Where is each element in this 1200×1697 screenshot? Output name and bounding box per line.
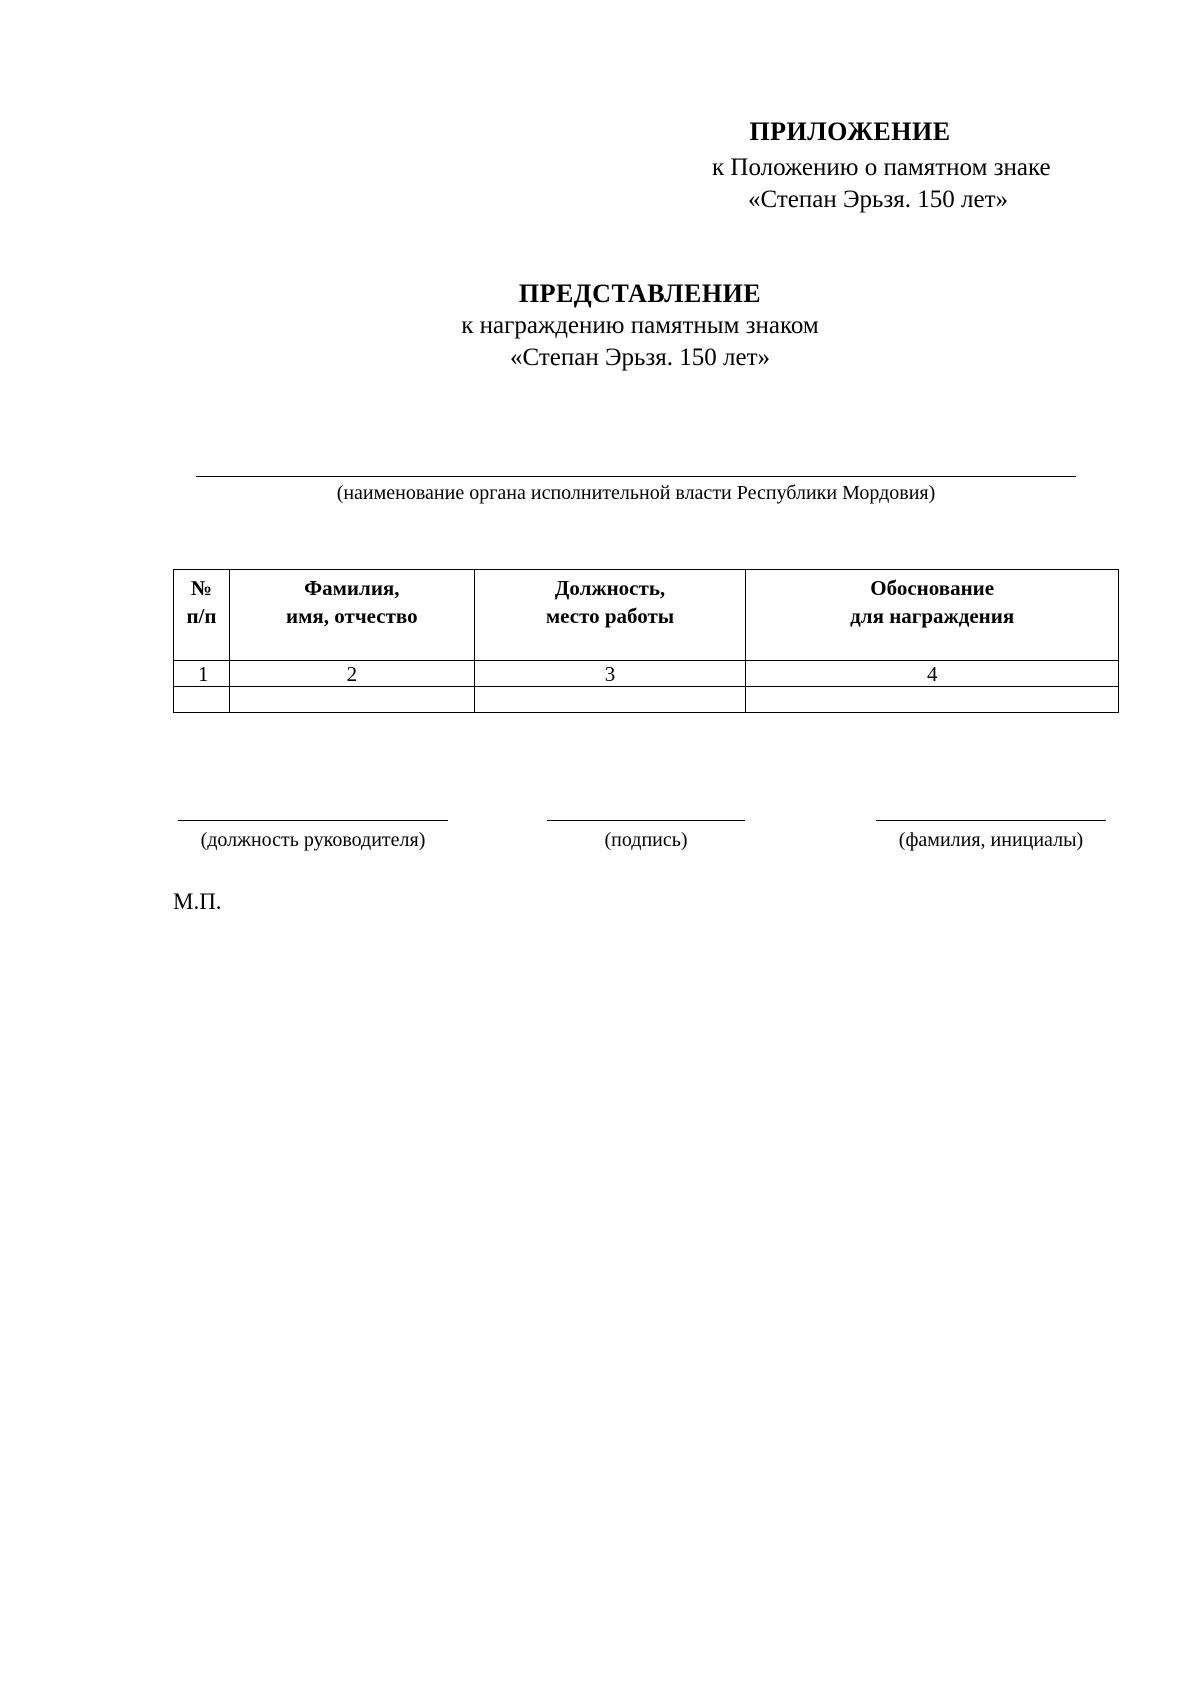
signature-name-line xyxy=(876,820,1106,821)
numbering-cell: 1 xyxy=(174,661,230,687)
header-justification-line-1: Обоснование xyxy=(870,576,995,600)
signature-position-block xyxy=(178,820,448,853)
document-heading xyxy=(300,278,980,374)
signature-name-block xyxy=(876,820,1106,853)
header-position-line-2: место работы xyxy=(545,604,675,628)
signature-sign-caption: (подпись) xyxy=(604,829,688,851)
table-cell[interactable] xyxy=(229,687,474,713)
header-position xyxy=(474,570,746,661)
table-row xyxy=(174,687,1119,713)
header-justification xyxy=(746,570,1119,661)
signature-position-caption: (должность руководителя) xyxy=(200,829,426,851)
header-position-line-1: Должность, xyxy=(554,576,666,600)
document-subtitle-1: к награждению памятным знаком xyxy=(461,312,819,339)
table-cell[interactable] xyxy=(174,687,230,713)
table-cell[interactable] xyxy=(746,687,1119,713)
appendix-line-1: к Положению о памятном знаке xyxy=(712,154,1051,181)
organization-field-caption: (наименование органа исполнительной власти Республики Мордовия) xyxy=(336,482,936,504)
header-justification-line-2: для награждения xyxy=(850,604,1015,628)
numbering-cell: 3 xyxy=(474,661,746,687)
header-full-name xyxy=(229,570,474,661)
header-number-line-1: № xyxy=(190,576,213,600)
header-number-line-2: п/п xyxy=(186,604,217,628)
signature-position-line xyxy=(178,820,448,821)
table-header-row xyxy=(174,570,1119,661)
header-full-name-line-1: Фамилия, xyxy=(304,576,400,600)
signature-sign-block xyxy=(547,820,745,853)
document-title: ПРЕДСТАВЛЕНИЕ xyxy=(518,279,762,308)
table-numbering-row xyxy=(174,661,1119,687)
appendix-title: ПРИЛОЖЕНИЕ xyxy=(749,117,951,146)
document-subtitle-2: «Степан Эрьзя. 150 лет» xyxy=(510,344,770,371)
numbering-cell: 2 xyxy=(229,661,474,687)
table-cell[interactable] xyxy=(474,687,746,713)
organization-field-line xyxy=(196,476,1076,477)
header-full-name-line-2: имя, отчество xyxy=(286,604,418,628)
stamp-label: М.П. xyxy=(173,889,222,914)
numbering-cell: 4 xyxy=(746,661,1119,687)
signature-sign-line xyxy=(547,820,745,821)
nominees-table xyxy=(173,569,1119,713)
header-number xyxy=(174,570,230,661)
appendix-line-2: «Степан Эрьзя. 150 лет» xyxy=(748,186,1008,213)
signature-name-caption: (фамилия, инициалы) xyxy=(898,829,1084,851)
